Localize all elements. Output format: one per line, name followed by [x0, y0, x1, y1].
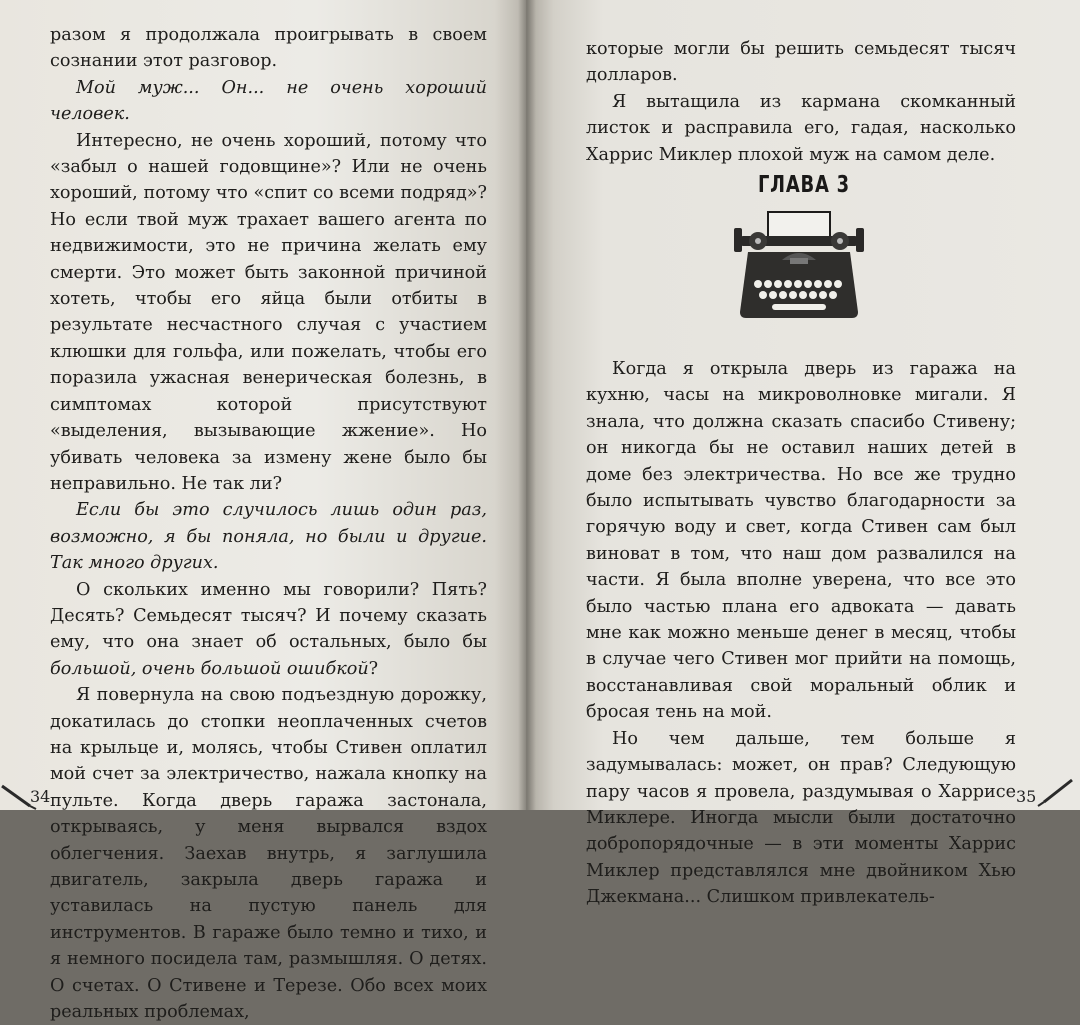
text-run: Интересно, не очень хороший, потому что «забыл о нашей годовщине»? Или не очень хороший, потому что «спит со всеми подряд»? Но если твой муж трахает вашего агента по недвижимости, это не причина желать ему смерти. Это может быть законной причиной хотеть, чтобы его яйца были отбиты в результате несчастного случая с участием клюшки для гольфа, или пожелать, чтобы его поразила ужасная венерическая болезнь, в симптомах которой присутствуют «выделения, вызывающие жжение». Но убивать человека за измену жене было бы неправильно. Не так ли?	[50, 130, 487, 494]
text-run: Если бы это случилось лишь один раз, возможно, я бы поняла, но были и другие. Так много других.	[50, 500, 487, 574]
text-run: Я вытащила из кармана скомканный листок и расправила его, гадая, насколько Харрис Миклер плохой муж на самом деле.	[586, 91, 1016, 165]
chapter-heading	[738, 172, 870, 198]
paragraph	[50, 128, 487, 498]
paragraph	[50, 75, 487, 128]
book-gutter	[518, 0, 536, 810]
text-run: Когда я открыла дверь из гаража на кухню, часы на микроволновке мигали. Я знала, что должна сказать спасибо Стивену; он никогда бы не оставил наших детей в доме без электричества. Но все же трудно было испытывать чувство благодарности за горячую воду и свет, когда Стивен сам был виноват в том, что наш дом развалился на части. Я была вполне уверена, что все это было частью плана его адвоката — давать мне как можно меньше денег в месяц, чтобы в случае чего Стивен мог прийти на помощь, восстанавливая свой моральный облик и бросая тень на мой.	[586, 359, 1016, 723]
left-page	[0, 0, 526, 1023]
typewriter-icon	[734, 208, 864, 323]
paragraph	[586, 726, 1016, 911]
paragraph	[50, 682, 487, 1025]
italic-run: большой, очень большой ошибкой	[50, 658, 369, 679]
page-number-left: 34	[30, 787, 51, 806]
paragraph	[586, 89, 1016, 168]
text-run: О скольких именно мы говорили? Пять? Десять? Семьдесят тысяч? И почему сказать ему, что она знает об остальных, было бы	[50, 579, 487, 653]
page-number-right: 35	[1016, 787, 1037, 806]
text-run: разом я продолжала проигрывать в своем сознании этот разговор.	[50, 25, 487, 72]
text-run: Но чем дальше, тем больше я задумывалась: может, он прав? Следующую пару часов я провела, раздумывая о Харрисе Миклере. Иногда мысли были достаточно добропорядочные — в эти моменты Харрис Миклер представлялся мне двойником Хью Джекмана... Слишком привлекатель-	[586, 728, 1016, 908]
right-page-text-top	[586, 36, 1016, 168]
paragraph	[50, 22, 487, 75]
paragraph	[50, 577, 487, 683]
chapter-title: ГЛАВА 3	[758, 172, 850, 198]
right-page-text-bottom	[586, 356, 1016, 911]
text-run: которые могли бы решить семьдесят тысяч долларов.	[586, 39, 1016, 86]
paragraph	[586, 356, 1016, 726]
paragraph	[586, 36, 1016, 89]
text-run: Я повернула на свою подъездную дорожку, докатилась до стопки неоплаченных счетов на крыльце и, молясь, чтобы Стивен оплатил мой счет за электричество, нажала кнопку на пульте. Когда дверь гаража застонала, открываясь, у меня вырвался вздох облегчения. Заехав внутрь, я заглушила двигатель, закрыла дверь гаража и уставилась на пустую панель для инструментов. В гараже было темно и тихо, и я немного посидела там, размышляя. О детях. О счетах. О Стивене и Терезе. Обо всех моих реальных проблемах,	[50, 685, 487, 1023]
right-page	[526, 0, 1080, 908]
pencil-icon	[1036, 778, 1076, 808]
left-page-text	[50, 22, 487, 1025]
paragraph	[50, 497, 487, 576]
text-run: Мой муж... Он... не очень хороший человек.	[50, 77, 487, 125]
text-run: ?	[368, 658, 379, 679]
